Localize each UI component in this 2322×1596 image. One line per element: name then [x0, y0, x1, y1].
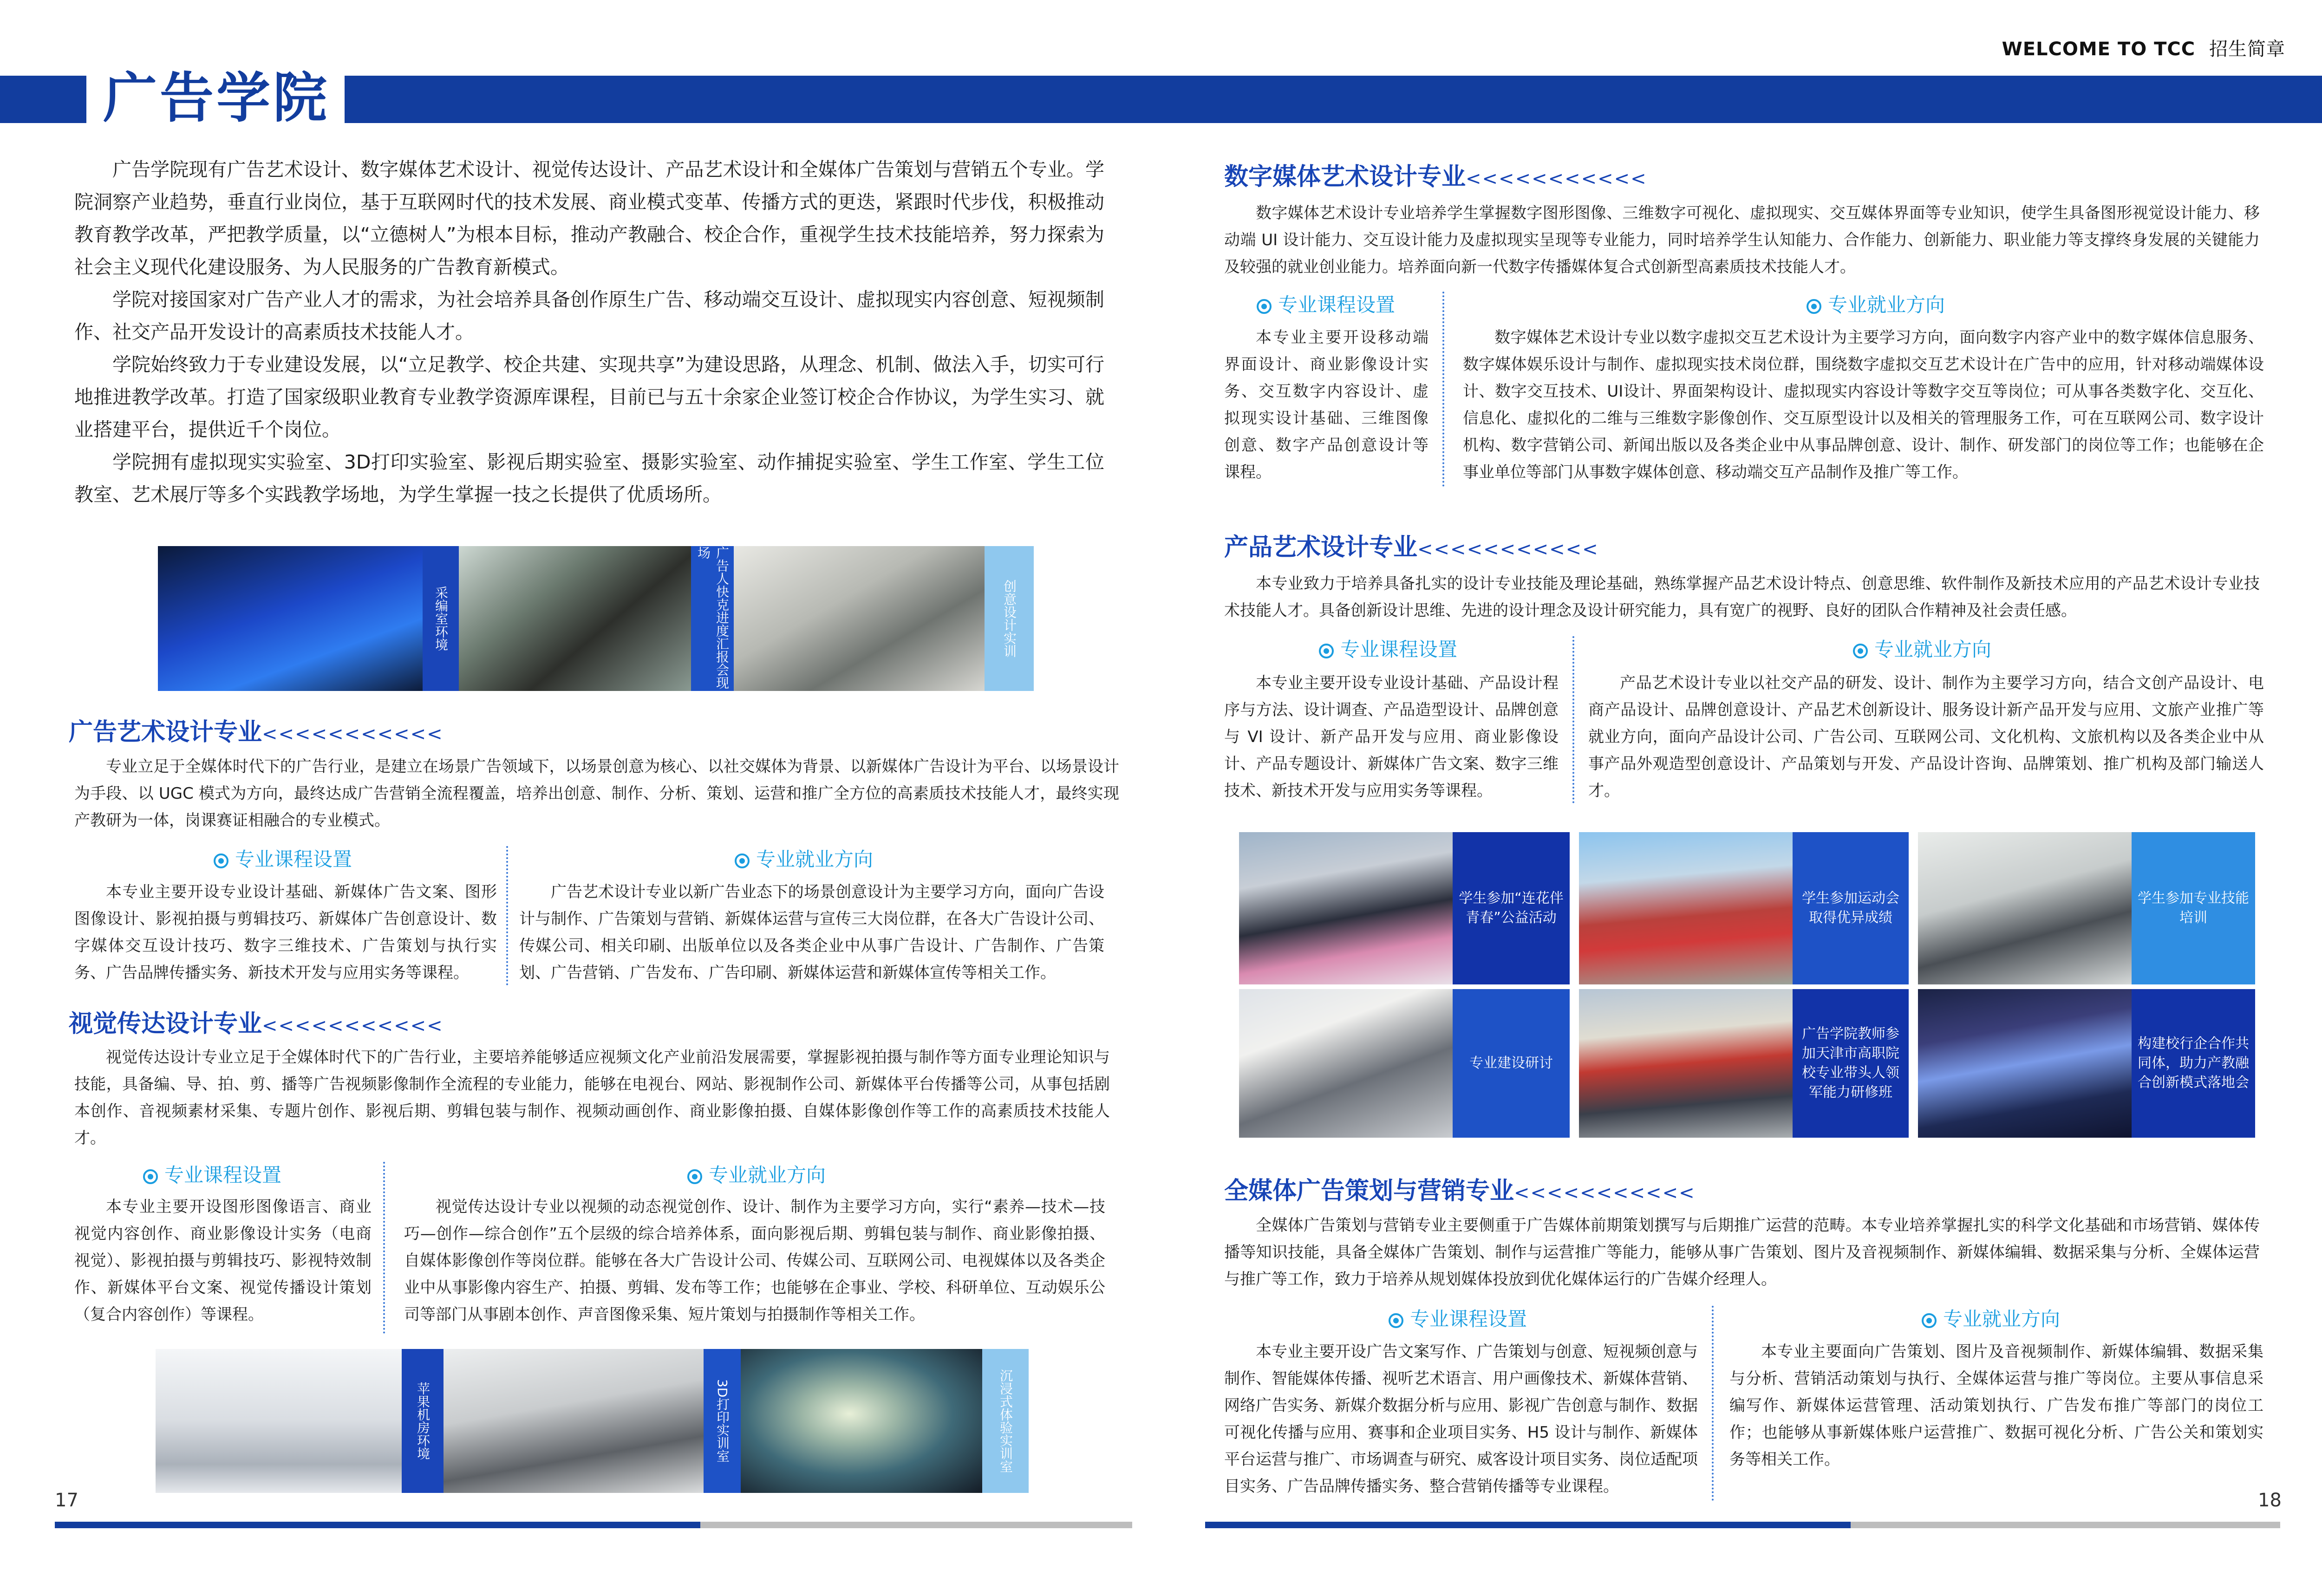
visual-job-heading: 专业就业方向	[687, 1160, 826, 1188]
column-divider	[506, 846, 508, 985]
photo-label: 广告人快克进度汇报会现场	[691, 546, 734, 691]
section-title-fullmedia: 全媒体广告策划与营销专业<<<<<<<<<<<	[1224, 1177, 1696, 1205]
header-brand: WELCOME TO TCC 招生简章	[2002, 39, 2285, 60]
photo-sports-meet	[1579, 832, 1793, 984]
column-divider	[1712, 1306, 1714, 1501]
circle-bullet-icon	[1922, 1313, 1937, 1328]
photo-label: 构建校行企合作共同体，助力产教融合创新模式落地会	[2132, 989, 2255, 1138]
fullmedia-course-heading: 专业课程设置	[1389, 1304, 1527, 1332]
digital-course-heading: 专业课程设置	[1257, 290, 1395, 318]
section-title-ad-art: 广告艺术设计专业<<<<<<<<<<<	[69, 718, 444, 746]
fullmedia-courses: 本专业主要开设广告文案写作、广告策划与创意、短视频创意与制作、智能媒体传播、视听艺术语言、用户画像技术、新媒体营销、网络广告实务、新媒介数据分析与应用、影视广告创意与制作、数据可视化传播与应用、赛事和企业项目实务、H5 设计与制作、新媒体平台运营与推广、市场调查与研究、威客设计项目实务、岗位适配项目实务、广告品牌传播实务、整合营销传播等专业课程。	[1224, 1342, 1698, 1496]
photo-classroom	[734, 546, 985, 691]
product-description: 本专业致力于培养具备扎实的设计专业技能及理论基础，熟练掌握产品艺术设计特点、创意思维、软件制作及新技术应用的产品艺术设计专业技术技能人才。具备创新设计思维、先进的设计理念及设计研究能力，具有宽广的视野、良好的团队合作精神及社会责任感。	[1224, 574, 2260, 620]
title-accent-block	[0, 76, 82, 123]
ad-art-courses: 本专业主要开设专业设计基础、新媒体广告文案、图形图像设计、影视拍摄与剪辑技巧、新媒体广告创意设计、数字媒体交互设计技巧、数字三维技术、广告策划与执行实务、广告品牌传播实务、新技术开发与应用实务等课程。	[74, 883, 497, 982]
circle-bullet-icon	[1257, 299, 1272, 314]
photo-3d-print-lab	[444, 1349, 704, 1493]
column-divider	[1572, 636, 1574, 803]
digital-description: 数字媒体艺术设计专业培养学生掌握数字图形图像、三维数字可视化、虚拟现实、交互媒体界面等专业知识，使学生具备图形视觉设计能力、移动端 UI 设计能力、交互设计能力及虚拟现实呈现等专业能力，同时培养学生认知能力、合作能力、创新能力、职业能力等支撑终身发展的关键能力及较强的就业创业能力。培养面向新一代数字传播媒体复合式创新型高素质技术技能人才。	[1224, 204, 2260, 276]
photo-charity-event	[1239, 832, 1453, 984]
circle-bullet-icon	[687, 1169, 702, 1184]
photo-mac-lab	[156, 1349, 402, 1493]
circle-bullet-icon	[1319, 644, 1334, 658]
ad-art-job-heading: 专业就业方向	[735, 844, 873, 872]
page-number-right: 18	[2258, 1490, 2282, 1511]
photo-label: 学生参加专业技能培训	[2132, 832, 2255, 984]
intro-paragraph: 广告学院现有广告艺术设计、数字媒体艺术设计、视觉传达设计、产品艺术设计和全媒体广告策划与营销五个专业。学院洞察产业趋势，垂直行业岗位，基于互联网时代的技术发展、商业模式变革、传播方式的更迭，紧跟时代步伐，积极推动教育教学改革，严把教学质量，以“立德树人”为根本目标，推动产教融合、校企合作，重视学生技术技能培养，努力探索为社会主义现代化建设服务、为人民服务的广告教育新模式。	[74, 158, 1104, 278]
photo-label: 专业建设研讨	[1453, 989, 1570, 1138]
circle-bullet-icon	[1389, 1313, 1403, 1328]
photo-studio	[158, 546, 423, 691]
ad-art-course-heading: 专业课程设置	[214, 844, 352, 872]
intro-paragraph: 学院对接国家对广告产业人才的需求，为社会培养具备创作原生广告、移动端交互设计、虚拟现实内容创意、短视频制作、社交产品开发设计的高素质技术技能人才。	[74, 288, 1104, 343]
column-divider	[383, 1162, 385, 1334]
photo-label: 广告学院教师参加天津市高职院校专业带头人领军能力研修班	[1793, 989, 1909, 1138]
photo-label: 沉浸式体验实训室	[982, 1349, 1029, 1493]
photo-skills-training	[1918, 832, 2132, 984]
section-title-digital: 数字媒体艺术设计专业<<<<<<<<<<<	[1224, 163, 1647, 191]
digital-job-heading: 专业就业方向	[1807, 290, 1945, 318]
photo-label: 学生参加运动会取得优异成绩	[1793, 832, 1909, 984]
photo-label: 3D打印实训室	[704, 1349, 741, 1493]
footer-bar	[1205, 1522, 1851, 1528]
circle-bullet-icon	[143, 1169, 158, 1184]
footer-bar	[55, 1522, 700, 1528]
circle-bullet-icon	[1853, 644, 1868, 658]
footer-bar	[700, 1522, 1132, 1528]
section-title-product: 产品艺术设计专业<<<<<<<<<<<	[1224, 534, 1599, 561]
intro-text	[74, 153, 1104, 511]
digital-jobs: 数字媒体艺术设计专业以数字虚拟交互艺术设计为主要学习方向，面向数字内容产业中的数字媒体信息服务、数字媒体娱乐设计与制作、虚拟现实技术岗位群，围绕数字虚拟交互艺术设计在广告中的应用，针对移动端媒体设计、数字交互技术、UI设计、界面架构设计、虚拟现实内容设计等数字交互等岗位；可从事各类数字化、交互化、信息化、虚拟化的二维与三维数字影像创作、交互原型设计以及相关的管理服务工作，可在互联网公司、数字设计机构、数字营销公司、新闻出版以及各类企业中从事品牌创意、设计、制作、研发部门的岗位等工作；也能够在企事业单位等部门从事数字媒体创意、移动端交互产品制作及推广等工作。	[1463, 328, 2264, 482]
product-courses: 本专业主要开设专业设计基础、产品设计程序与方法、设计调查、产品造型设计、品牌创意与 VI 设计、新产品开发与应用、商业影像设计、产品专题设计、新媒体广告文案、数字三维技术、新技术开发与应用实务等课程。	[1224, 674, 1559, 800]
photo-cooperation-meeting	[1918, 989, 2132, 1138]
photo-teacher-training	[1579, 989, 1793, 1138]
ad-art-description: 专业立足于全媒体时代下的广告行业，是建立在场景广告领域下，以场景创意为核心、以社交媒体为背景、以新媒体广告设计为平台、以场景设计为手段、以 UGC 模式为方向，最终达成广告营销全流程覆盖，培养出创意、制作、分析、策划、运营和推广全方位的高素质技术技能人才，最终实现产教研为一体，岗课赛证相融合的专业模式。	[74, 757, 1119, 830]
column-divider	[1442, 292, 1444, 487]
photo-label: 采编室环境	[423, 546, 459, 691]
photo-label: 学生参加“连花伴青春”公益活动	[1453, 832, 1570, 984]
circle-bullet-icon	[735, 853, 750, 868]
fullmedia-description: 全媒体广告策划与营销专业主要侧重于广告媒体前期策划撰写与后期推广运营的范畴。本专业培养掌握扎实的科学文化基础和市场营销、媒体传播等知识技能，具备全媒体广告策划、制作与运营推广等能力，能够从事广告策划、图片及音视频制作、新媒体编辑、数据采集与分析、全媒体运营与推广等工作，致力于培养从规划媒体投放到优化媒体运行的广告媒介经理人。	[1224, 1216, 2260, 1289]
product-course-heading: 专业课程设置	[1319, 634, 1457, 662]
ad-art-jobs: 广告艺术设计专业以新广告业态下的场景创意设计为主要学习方向，面向广告设计与制作、广告策划与营销、新媒体运营与宣传三大岗位群，在各大广告设计公司、传媒公司、相关印刷、出版单位以及各类企业中从事广告设计、广告制作、广告策划、广告营销、广告发布、广告印刷、新媒体运营和新媒体宣传等相关工作。	[519, 883, 1104, 982]
visual-jobs: 视觉传达设计专业以视频的动态视觉创作、设计、制作为主要学习方向，实行“素养—技术—技巧—创作—综合创作”五个层级的综合培养体系，面向影视后期、剪辑包装与制作、商业影像拍摄、自媒体影像创作等岗位群。能够在各大广告设计公司、传媒公司、互联网公司、电视媒体以及各类企业中从事影像内容生产、拍摄、剪辑、发布等工作；也能够在企事业、学校、科研单位、互动娱乐公司等部门从事剧本创作、声音图像采集、短片策划与拍摄制作等相关工作。	[404, 1198, 1105, 1324]
photo-label: 创意设计实训	[985, 546, 1034, 691]
visual-course-heading: 专业课程设置	[143, 1160, 281, 1188]
page-number-left: 17	[55, 1490, 78, 1511]
visual-courses: 本专业主要开设图形图像语言、商业视觉内容创作、商业影像设计实务（电商视觉）、影视拍摄与剪辑技巧、影视特效制作、新媒体平台文案、视觉传播设计策划（复合内容创作）等课程。	[74, 1198, 372, 1324]
intro-paragraph: 学院始终致力于专业建设发展，以“立足教学、校企共建、实现共享”为建设思路，从理念、机制、做法入手，切实可行地推进教学改革。打造了国家级职业教育专业教学资源库课程，目前已与五十余家企业签订校企合作协议，为学生实习、就业搭建平台，提供近千个岗位。	[74, 353, 1104, 441]
fullmedia-jobs: 本专业主要面向广告策划、图片及音视频制作、新媒体编辑、数据采集与分析、营销活动策划与执行、全媒体运营与推广等岗位。主要从事信息采编写作、新媒体运营管理、活动策划执行、广告发布推广等部门的岗位工作；也能够从事新媒体账户运营推广、数据可视化分析、广告公关和策划实务等相关工作。	[1729, 1342, 2263, 1469]
product-jobs: 产品艺术设计专业以社交产品的研发、设计、制作为主要学习方向，结合文创产品设计、电商产品设计、品牌创意设计、产品艺术创新设计、服务设计新产品开发与应用、文旅产业推广等就业方向，面向产品设计公司、广告公司、互联网公司、文化机构、文旅机构以及各类企业中从事产品外观造型创意设计、产品策划与开发、产品设计咨询、品牌策划、推广机构及部门输送人才。	[1588, 674, 2264, 800]
digital-courses: 本专业主要开设移动端界面设计、商业影像设计实务、交互数字内容设计、虚拟现实设计基础、三维图像创意、数字产品创意设计等课程。	[1224, 328, 1428, 482]
circle-bullet-icon	[1807, 299, 1821, 314]
footer-bar	[1851, 1522, 2280, 1528]
photo-label: 苹果机房环境	[402, 1349, 444, 1493]
header-bar	[0, 76, 2322, 123]
product-job-heading: 专业就业方向	[1853, 634, 1991, 662]
page-title: 广告学院	[103, 67, 330, 130]
circle-bullet-icon	[214, 853, 228, 868]
fullmedia-job-heading: 专业就业方向	[1922, 1304, 2060, 1332]
photo-immersive-lab	[741, 1349, 982, 1493]
photo-meeting	[459, 546, 691, 691]
section-title-visual: 视觉传达设计专业<<<<<<<<<<<	[69, 1010, 444, 1038]
visual-description: 视觉传达设计专业立足于全媒体时代下的广告行业，主要培养能够适应视频文化产业前沿发展需要，掌握影视拍摄与制作等方面专业理论知识与技能，具备编、导、拍、剪、播等广告视频影像制作全流程的专业能力，能够在电视台、网站、影视制作公司、新媒体平台传播等公司，从事包括剧本创作、音视频素材采集、专题片创作、影视后期、剪辑包装与制作、视频动画创作、商业影像拍摄、自媒体影像创作等工作的高素质技术技能人才。	[74, 1048, 1110, 1147]
intro-paragraph: 学院拥有虚拟现实实验室、3D打印实验室、影视后期实验室、摄影实验室、动作捕捉实验室、学生工作室、学生工位教室、艺术展厅等多个实践教学场地，为学生掌握一技之长提供了优质场所。	[74, 451, 1104, 506]
photo-seminar	[1239, 989, 1453, 1138]
